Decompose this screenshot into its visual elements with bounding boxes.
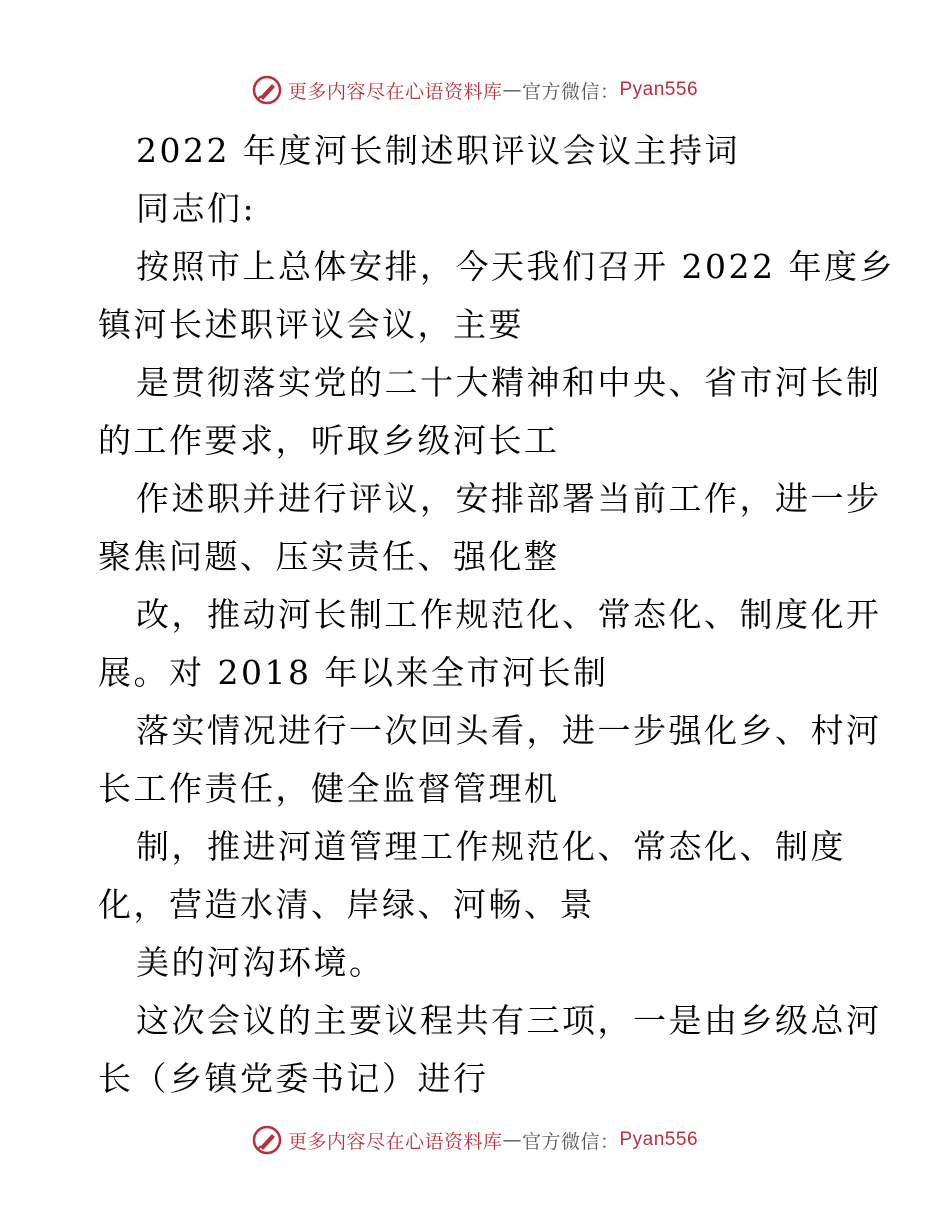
pen-logo-icon [252,1125,282,1155]
watermark-tail: 官方微信： [521,1130,620,1153]
watermark-separator: — [502,1129,522,1151]
text-line: 美的河沟环境。 [136,943,385,982]
text-line: 镇河长述职评议会议，主要 [98,305,524,344]
watermark-wechat-id: Pyan556 [619,1129,699,1150]
document-title: 2022 年度河长制述职评议会议主持词 [136,131,740,170]
text-line: 聚焦问题、压实责任、强化整 [98,537,560,576]
text-line: 作述职并进行评议，安排部署当前工作，进一步 [136,479,882,518]
text-line: 是贯彻落实党的二十大精神和中央、省市河长制 [136,363,882,402]
text-line: 长工作责任，健全监督管理机 [98,769,560,808]
pen-logo-icon [252,75,282,105]
text-line: 同志们: [136,189,257,228]
watermark-header [0,70,950,110]
text-line: 的工作要求，听取乡级河长工 [98,421,560,460]
watermark-footer [0,1120,950,1160]
watermark-wechat-id: Pyan556 [619,79,699,100]
text-line: 长（乡镇党委书记）进行 [98,1059,489,1098]
text-line: 按照市上总体安排，今天我们召开 2022 年度乡 [136,247,895,286]
text-line: 展。对 2018 年以来全市河长制 [98,653,609,692]
document-body [98,122,895,1108]
watermark-text: 更多内容尽在心语资料库 [287,80,503,103]
text-line: 这次会议的主要议程共有三项，一是由乡级总河 [136,1001,882,1040]
watermark-tail: 官方微信： [521,80,620,103]
text-line: 制，推进河道管理工作规范化、常态化、制度 [136,827,846,866]
watermark-separator: — [502,79,522,101]
text-line: 化，营造水清、岸绿、河畅、景 [98,885,595,924]
watermark-text: 更多内容尽在心语资料库 [287,1130,503,1153]
text-line: 落实情况进行一次回头看，进一步强化乡、村河 [136,711,882,750]
text-line: 改，推动河长制工作规范化、常态化、制度化开 [136,595,882,634]
